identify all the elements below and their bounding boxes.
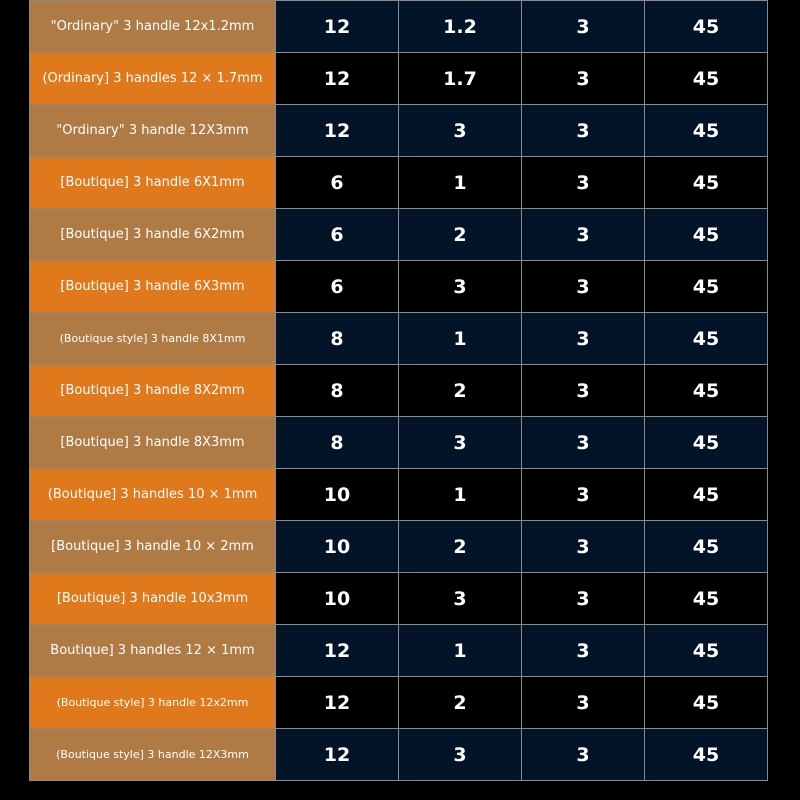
spec-value-cell-3: 3: [522, 625, 645, 677]
product-name-cell: [Boutique] 3 handle 8X3mm: [30, 417, 276, 469]
spec-value-cell-2: 3: [399, 729, 522, 781]
table-row: [30, 469, 768, 521]
table-row: [30, 105, 768, 157]
table-row: [30, 729, 768, 781]
spec-value-cell-1: 12: [276, 53, 399, 105]
spec-value-cell-2: 3: [399, 261, 522, 313]
spec-value-cell-3: 3: [522, 573, 645, 625]
spec-value-cell-4: 45: [645, 365, 768, 417]
product-name-cell: (Ordinary] 3 handles 12 × 1.7mm: [30, 53, 276, 105]
spec-value-cell-3: 3: [522, 105, 645, 157]
spec-value-cell-4: 45: [645, 209, 768, 261]
spec-value-cell-1: 6: [276, 261, 399, 313]
product-name-cell: (Boutique style] 3 handle 12X3mm: [30, 729, 276, 781]
spec-value-cell-3: 3: [522, 365, 645, 417]
spec-value-cell-1: 12: [276, 625, 399, 677]
product-name-cell: [Boutique] 3 handle 10 × 2mm: [30, 521, 276, 573]
spec-value-cell-4: 45: [645, 677, 768, 729]
product-name-cell: Boutique] 3 handles 12 × 1mm: [30, 625, 276, 677]
spec-value-cell-1: 8: [276, 417, 399, 469]
spec-value-cell-4: 45: [645, 313, 768, 365]
table-row: [30, 53, 768, 105]
spec-value-cell-2: 2: [399, 677, 522, 729]
spec-value-cell-2: 3: [399, 105, 522, 157]
spec-value-cell-3: 3: [522, 209, 645, 261]
spec-value-cell-3: 3: [522, 417, 645, 469]
spec-value-cell-1: 12: [276, 105, 399, 157]
spec-value-cell-2: 2: [399, 365, 522, 417]
spec-value-cell-4: 45: [645, 417, 768, 469]
product-name-cell: [Boutique] 3 handle 10x3mm: [30, 573, 276, 625]
spec-value-cell-2: 1: [399, 313, 522, 365]
product-name-cell: [Boutique] 3 handle 6X2mm: [30, 209, 276, 261]
spec-value-cell-2: 1.2: [399, 1, 522, 53]
spec-value-cell-1: 6: [276, 157, 399, 209]
table-row: [30, 625, 768, 677]
table-row: [30, 1, 768, 53]
table-row: [30, 261, 768, 313]
spec-value-cell-4: 45: [645, 53, 768, 105]
table-row: [30, 417, 768, 469]
spec-value-cell-2: 2: [399, 521, 522, 573]
product-name-cell: [Boutique] 3 handle 8X2mm: [30, 365, 276, 417]
spec-table-body: [30, 1, 768, 781]
product-name-cell: "Ordinary" 3 handle 12x1.2mm: [30, 1, 276, 53]
product-name-cell: (Boutique style] 3 handle 8X1mm: [30, 313, 276, 365]
table-row: [30, 209, 768, 261]
spec-value-cell-3: 3: [522, 313, 645, 365]
spec-value-cell-1: 12: [276, 677, 399, 729]
table-row: [30, 365, 768, 417]
spec-value-cell-1: 10: [276, 469, 399, 521]
spec-value-cell-2: 1: [399, 625, 522, 677]
spec-value-cell-2: 1: [399, 469, 522, 521]
spec-value-cell-3: 3: [522, 261, 645, 313]
spec-value-cell-4: 45: [645, 521, 768, 573]
spec-value-cell-4: 45: [645, 261, 768, 313]
product-name-cell: (Boutique style] 3 handle 12x2mm: [30, 677, 276, 729]
spec-value-cell-2: 3: [399, 417, 522, 469]
spec-value-cell-3: 3: [522, 157, 645, 209]
table-row: [30, 521, 768, 573]
spec-value-cell-4: 45: [645, 573, 768, 625]
spec-value-cell-3: 3: [522, 677, 645, 729]
spec-value-cell-2: 2: [399, 209, 522, 261]
spec-value-cell-4: 45: [645, 157, 768, 209]
product-name-cell: [Boutique] 3 handle 6X1mm: [30, 157, 276, 209]
spec-value-cell-4: 45: [645, 1, 768, 53]
spec-value-cell-1: 10: [276, 521, 399, 573]
table-row: [30, 677, 768, 729]
spec-value-cell-4: 45: [645, 469, 768, 521]
spec-value-cell-3: 3: [522, 729, 645, 781]
spec-table: [29, 0, 768, 781]
spec-value-cell-2: 1: [399, 157, 522, 209]
spec-value-cell-3: 3: [522, 53, 645, 105]
spec-value-cell-2: 1.7: [399, 53, 522, 105]
table-row: [30, 573, 768, 625]
spec-value-cell-3: 3: [522, 469, 645, 521]
table-row: [30, 157, 768, 209]
product-name-cell: (Boutique] 3 handles 10 × 1mm: [30, 469, 276, 521]
spec-value-cell-4: 45: [645, 625, 768, 677]
spec-value-cell-1: 6: [276, 209, 399, 261]
spec-value-cell-3: 3: [522, 1, 645, 53]
product-name-cell: "Ordinary" 3 handle 12X3mm: [30, 105, 276, 157]
spec-value-cell-4: 45: [645, 105, 768, 157]
spec-value-cell-2: 3: [399, 573, 522, 625]
spec-value-cell-1: 8: [276, 365, 399, 417]
spec-value-cell-4: 45: [645, 729, 768, 781]
product-name-cell: [Boutique] 3 handle 6X3mm: [30, 261, 276, 313]
spec-value-cell-1: 10: [276, 573, 399, 625]
spec-value-cell-1: 12: [276, 729, 399, 781]
spec-value-cell-3: 3: [522, 521, 645, 573]
spec-value-cell-1: 12: [276, 1, 399, 53]
table-row: [30, 313, 768, 365]
spec-value-cell-1: 8: [276, 313, 399, 365]
